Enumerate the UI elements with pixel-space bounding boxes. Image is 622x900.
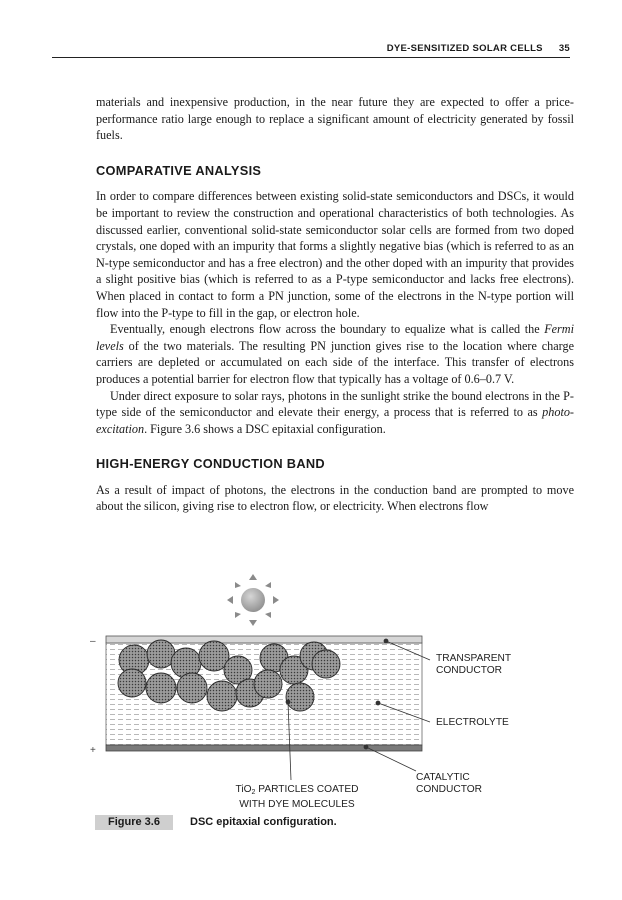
- page-content: [96, 94, 574, 515]
- label-line: TRANSPARENT: [436, 653, 512, 664]
- heading-comparative-analysis: COMPARATIVE ANALYSIS: [96, 162, 262, 178]
- text-run: Under direct exposure to solar rays, photons in the sunlight strike the bound electrons in the P-type side of the semiconductor and elevate their energy, a process that is referred to as: [96, 388, 574, 420]
- figure-number-tag: Figure 3.6: [95, 815, 173, 830]
- label-subscript: 2: [251, 789, 256, 796]
- label-line: CATALYTIC: [416, 772, 470, 783]
- particle: [254, 670, 282, 698]
- label-line: WITH DYE MOLECULES: [239, 799, 355, 810]
- text-run: of the two materials. The resulting PN junction gives rise to the location where charge carriers are depleted or accumulated on each side of the interface. This transfer of electrons produces a potential barrier for electron flow that typically has a voltage of 0.6–0.7 V.: [96, 338, 574, 386]
- particle: [118, 669, 146, 697]
- figure-dsc-diagram: [86, 572, 556, 812]
- label-line: [222, 784, 372, 799]
- paragraph-fermi-levels: [96, 321, 574, 387]
- figure-caption: [95, 815, 575, 831]
- positive-terminal: +: [90, 745, 96, 756]
- particle: [312, 650, 340, 678]
- negative-terminal: –: [90, 636, 96, 647]
- text-run: Eventually, enough electrons flow across the boundary to equalize what is called the: [110, 322, 545, 337]
- label-tio2-particles: [222, 784, 372, 811]
- catalytic-conductor-layer: [106, 745, 422, 751]
- label-catalytic-conductor: [416, 772, 482, 796]
- paragraph-photo-excitation: [96, 388, 574, 438]
- dsc-diagram: [86, 572, 556, 812]
- particle: [146, 673, 176, 703]
- paragraph-continued: materials and inexpensive production, in the near future they are expected to offer a price-performance ratio large enough to replace a significant amount of electricity generated by fossil fuels.: [96, 95, 574, 143]
- particle: [286, 683, 314, 711]
- paragraph-conduction: As a result of impact of photons, the electrons in the conduction band are prompted to move about the silicon, giving rise to electron flow, or electricity. When electrons flow: [96, 482, 574, 514]
- label-line: CONDUCTOR: [416, 784, 483, 795]
- header-rule: [52, 57, 570, 58]
- particle: [177, 673, 207, 703]
- paragraph-comparison: In order to compare differences between existing solid-state semiconductors and DSCs, it would be important to review the construction and operational characteristics of both technologies. As discussed earlier, conventional solid-state semiconductor solar cells are formed from two doped crystals, one doped with an impurity that forms a slightly negative bias (which is referred to as an N-type semiconductor and has a free electron) and the other doped with an impurity that provides a slight positive bias (which is referred to as a P-type semiconductor and lacks free electrons). When placed in contact to form a PN junction, some of the electrons in the N-type portion will flow into the P-type to fill in the gap, or electron hole.: [96, 189, 574, 320]
- label-part: TiO: [235, 784, 252, 795]
- label-transparent-conductor: [436, 653, 511, 677]
- sun-icon: [227, 574, 279, 626]
- running-header: [52, 43, 570, 54]
- text-run: . Figure 3.6 shows a DSC epitaxial configuration.: [144, 421, 386, 436]
- running-header-title: DYE-SENSITIZED SOLAR CELLS: [386, 43, 543, 54]
- heading-conduction-band: HIGH-ENERGY CONDUCTION BAND: [96, 456, 325, 472]
- term-fermi-levels: Fermi levels: [96, 322, 574, 353]
- label-line: CONDUCTOR: [436, 665, 503, 676]
- term-photo-excitation: photo-excitation: [96, 405, 574, 436]
- label-electrolyte: ELECTROLYTE: [436, 717, 509, 728]
- page-number: 35: [558, 43, 570, 54]
- label-part: PARTICLES COATED: [255, 784, 359, 795]
- particle: [207, 681, 237, 711]
- figure-caption-text: DSC epitaxial configuration.: [190, 816, 337, 828]
